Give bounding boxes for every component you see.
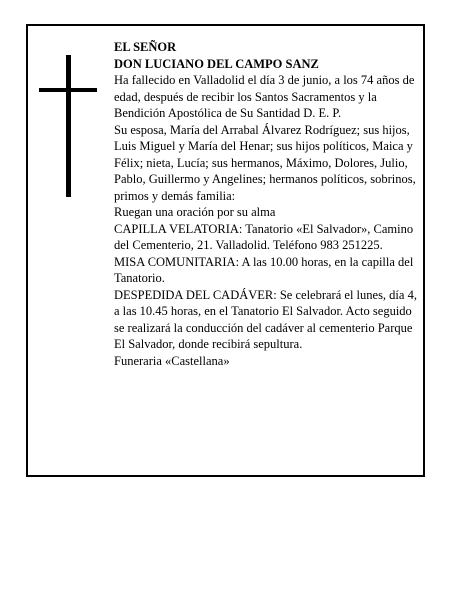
deceased-name: DON LUCIANO DEL CAMPO SANZ: [114, 56, 319, 71]
prayer-request: Ruegan una oración por su alma: [114, 205, 276, 219]
mass-info: MISA COMUNITARIA: A las 10.00 horas, en la capilla del Tanatorio.: [114, 254, 414, 285]
obituary-notice: [26, 24, 425, 477]
cross-vertical-bar: [66, 55, 71, 197]
family-list: Su esposa, María del Arrabal Álvarez Rodríguez; sus hijos, Luis Miguel y María del Henar; sus hijos políticos, Maica y Félix; nieta, Lucía; sus hermanos, Máximo, Dolores, Julio, Pablo, Guillermo y Angelines; hermanos políticos, sobrinos, primos y demás familia:: [114, 122, 416, 203]
funeral-home: Funeraria «Castellana»: [114, 353, 230, 368]
chapel-info: CAPILLA VELATORIA: Tanatorio «El Salvador», Camino del Cementerio, 21. Valladolid. Teléfono 983 251225.: [114, 221, 414, 252]
death-announcement: Ha fallecido en Valladolid el día 3 de junio, a los 74 años de edad, después de recibir los Santos Sacramentos y la Bendición Apostólica de Su Santidad D. E. P.: [114, 73, 415, 120]
heading-title: EL SEÑOR: [114, 40, 177, 54]
farewell-info: DESPEDIDA DEL CADÁVER: Se celebrará el lunes, día 4, a las 10.45 horas, en el Tanatorio El Salvador. Acto seguido se realizará la conducción del cadáver al cementerio Parque El Salvador, donde recibirá sepultura.: [114, 287, 417, 351]
cross-horizontal-bar: [39, 88, 97, 92]
notice-text: [114, 39, 419, 369]
latin-cross-icon: [39, 55, 97, 197]
